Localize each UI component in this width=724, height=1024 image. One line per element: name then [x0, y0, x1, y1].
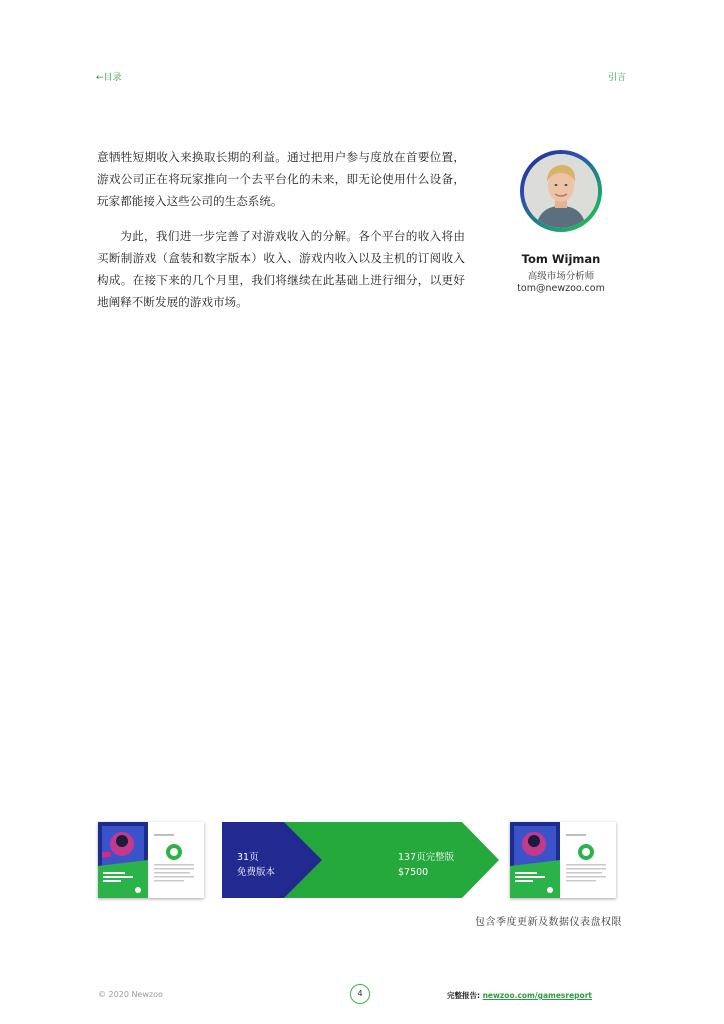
report-cover-image: [98, 822, 204, 898]
paragraph-2: 为此，我们进一步完善了对游戏收入的分解。各个平台的收入将由买断制游戏（盒装和数字版本）收入、游戏内收入以及主机的订阅收入构成。在接下来的几个月里，我们将继续在此基础上进行细分，以更好地阐释不断发展的游戏市场。: [97, 229, 465, 309]
author-email[interactable]: tom@newzoo.com: [517, 283, 605, 294]
avatar: [524, 154, 598, 228]
copyright: © 2020 Newzoo: [98, 990, 163, 999]
free-report-thumbnail[interactable]: [98, 822, 204, 898]
avatar-ring: [520, 150, 602, 232]
full-version-label: [398, 850, 454, 880]
free-version-name: 免费版本: [237, 867, 276, 878]
free-version-pages: 31页: [237, 852, 259, 863]
body-text: [97, 146, 465, 313]
full-version-pages: 137页完整版: [398, 852, 455, 863]
report-cover-image: [510, 822, 616, 898]
paragraph-1: 意牺牲短期收入来换取长期的利益。通过把用户参与度放在首要位置，游戏公司正在将玩家推向一个去平台化的未来，即无论使用什么设备，玩家都能接入这些公司的生态系统。: [97, 150, 465, 208]
section-title: 引言: [607, 73, 626, 83]
free-version-label: [237, 850, 275, 880]
author-title: 高级市场分析师: [527, 271, 595, 282]
full-report-label: 完整报告:: [446, 991, 483, 1000]
full-report-link-line: [447, 990, 592, 1001]
report-promo: [98, 820, 618, 900]
page-number: 4: [350, 984, 370, 1004]
author-card: [505, 150, 617, 294]
author-name: Tom Wijman: [521, 252, 601, 266]
promo-note: 包含季度更新及数据仪表盘权限: [475, 917, 622, 928]
full-version-price: $7500: [398, 867, 429, 878]
full-report-thumbnail[interactable]: [510, 822, 616, 898]
full-report-link[interactable]: newzoo.com/gamesreport: [482, 991, 592, 1000]
back-to-contents-link[interactable]: ←目录: [96, 73, 122, 83]
